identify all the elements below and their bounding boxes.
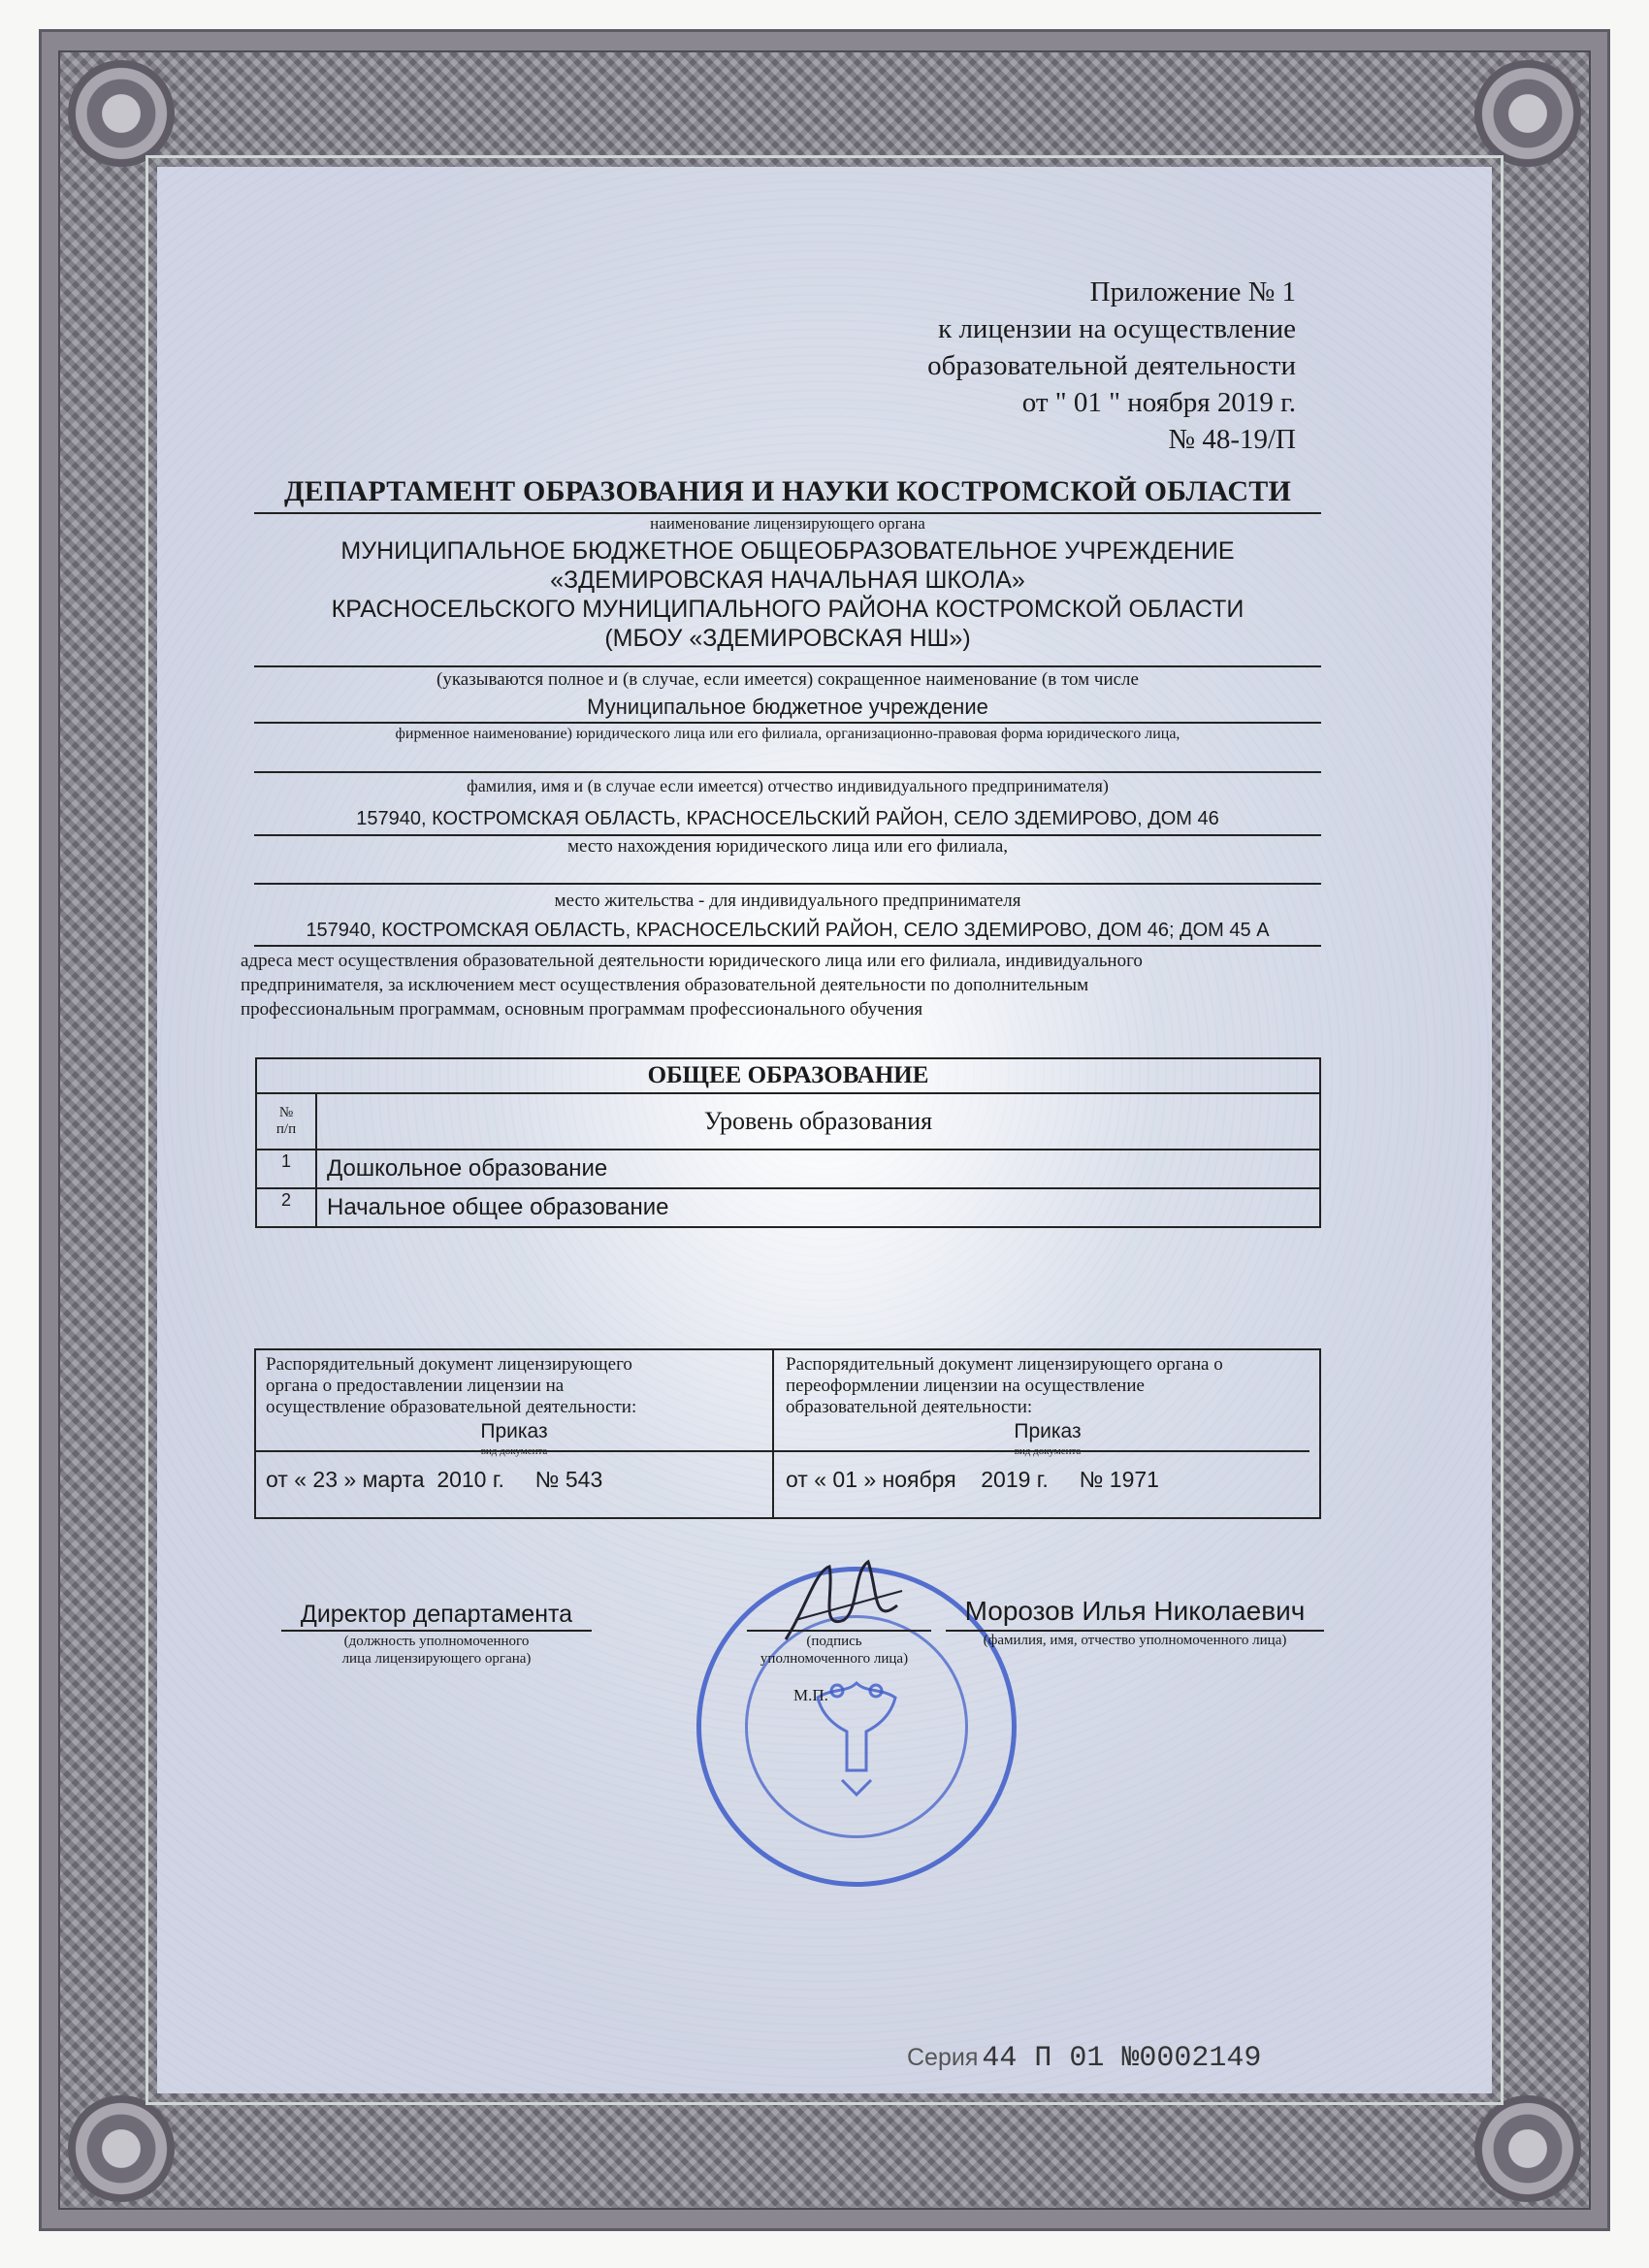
education-table: [255, 1057, 1321, 1228]
appendix-header: [714, 274, 1296, 458]
underline: [254, 771, 1321, 773]
order-reissue: [786, 1350, 1310, 1517]
double-headed-eagle-icon: [793, 1664, 920, 1799]
order-number: № 1971: [1079, 1467, 1159, 1492]
signer-position: Директор департамента: [300, 1601, 573, 1628]
header-text: №: [278, 1105, 294, 1120]
caption-entrepreneur: фамилия, имя и (в случае если имеется) отчество индивидуального предпринимателя): [467, 776, 1109, 795]
underline: [281, 1630, 592, 1632]
date-prefix: от: [266, 1467, 288, 1492]
column-header-level: Уровень образования: [316, 1093, 1320, 1150]
activity-address: 157940, КОСТРОМСКАЯ ОБЛАСТЬ, КРАСНОСЕЛЬСКИЙ РАЙОН, СЕЛО ЗДЕМИРОВО, ДОМ 46; ДОМ 45 А: [306, 920, 1270, 941]
authority-name: ДЕПАРТАМЕНТ ОБРАЗОВАНИЯ И НАУКИ КОСТРОМСКОЙ ОБЛАСТИ: [283, 475, 1292, 507]
underline: [254, 945, 1321, 947]
location-address: 157940, КОСТРОМСКАЯ ОБЛАСТЬ, КРАСНОСЕЛЬСКИЙ РАЙОН, СЕЛО ЗДЕМИРОВО, ДОМ 46: [356, 808, 1219, 829]
table-title: ОБЩЕЕ ОБРАЗОВАНИЕ: [256, 1058, 1320, 1093]
row-number: 2: [256, 1188, 316, 1227]
date-month: марта: [362, 1467, 425, 1492]
caption-activity-addresses: [241, 949, 1321, 1021]
caption-full-name: (указываются полное и (в случае, если имеется) сокращенное наименование (в том числе: [436, 669, 1139, 690]
row-level: Начальное общее образование: [316, 1188, 1320, 1227]
date-prefix: от: [786, 1467, 808, 1492]
order-number: № 543: [534, 1467, 603, 1492]
caption-line: предпринимателя, за исключением мест осуществления образовательной деятельности по дополнительным: [241, 975, 1089, 995]
date-day: « 01 »: [814, 1467, 877, 1492]
form-series: [907, 2042, 1261, 2075]
order-doc-type: Приказ: [480, 1420, 548, 1442]
underline: [254, 883, 1321, 885]
order-text-line: Распорядительный документ лицензирующего: [266, 1354, 632, 1375]
order-grant: [266, 1350, 762, 1517]
organization-line: МУНИЦИПАЛЬНОЕ БЮДЖЕТНОЕ ОБЩЕОБРАЗОВАТЕЛЬНОЕ УЧРЕЖДЕНИЕ: [340, 537, 1235, 565]
caption-line: (подпись: [806, 1634, 862, 1649]
caption-location: место нахождения юридического лица или его филиала,: [566, 836, 1008, 857]
order-doc-type: Приказ: [1014, 1420, 1082, 1442]
date-month: ноября: [882, 1467, 956, 1492]
organization-name: [254, 536, 1321, 653]
orders-divider: [772, 1350, 774, 1517]
series-label: Серия: [907, 2044, 979, 2071]
underline: [946, 1630, 1324, 1632]
order-date: [786, 1467, 1310, 1493]
order-date: [266, 1467, 762, 1493]
row-level: Дошкольное образование: [316, 1150, 1320, 1188]
appendix-number: № 48-19/П: [1168, 424, 1296, 455]
position-caption: [281, 1633, 592, 1668]
authority-caption: наименование лицензирующего органа: [650, 514, 925, 533]
corner-ornament-icon: [68, 60, 175, 167]
caption-residence: место жительства - для индивидуального предпринимателя: [554, 891, 1021, 911]
table-row: [256, 1150, 1320, 1188]
appendix-title: Приложение № 1: [1089, 276, 1296, 308]
column-header-number: [256, 1093, 316, 1150]
row-number: 1: [256, 1150, 316, 1188]
underline: [256, 1450, 772, 1452]
corner-ornament-icon: [1474, 60, 1581, 167]
orders-block: [254, 1348, 1321, 1519]
appendix-date: от " 01 " ноября 2019 г.: [1021, 387, 1296, 418]
date-year: 2019 г.: [981, 1467, 1049, 1492]
caption-line: уполномоченного лица): [760, 1651, 909, 1667]
signer-name: Морозов Илья Николаевич: [964, 1596, 1306, 1626]
underline: [254, 722, 1321, 724]
signature-caption: [737, 1633, 931, 1668]
caption-line: профессиональным программам, основным программам профессионального обучения: [241, 999, 923, 1020]
order-text-line: осуществление образовательной деятельности:: [266, 1397, 637, 1417]
organization-line: КРАСНОСЕЛЬСКОГО МУНИЦИПАЛЬНОГО РАЙОНА КОСТРОМСКОЙ ОБЛАСТИ: [331, 596, 1245, 623]
date-day: « 23 »: [294, 1467, 357, 1492]
order-text-line: переоформлении лицензии на осуществление: [786, 1376, 1145, 1396]
caption-line: (должность уполномоченного: [343, 1634, 530, 1649]
legal-form: Муниципальное бюджетное учреждение: [587, 695, 988, 719]
appendix-line: к лицензии на осуществление: [938, 313, 1296, 344]
caption-firm-name: фирменное наименование) юридического лица или его филиала, организационно-правовая форма юридического лица,: [395, 726, 1180, 742]
organization-line: (МБОУ «ЗДЕМИРОВСКАЯ НШ»): [604, 625, 971, 652]
organization-line: «ЗДЕМИРОВСКАЯ НАЧАЛЬНАЯ ШКОЛА»: [550, 567, 1025, 594]
corner-ornament-icon: [1474, 2095, 1581, 2202]
underline: [747, 1630, 931, 1632]
table-row: [256, 1188, 1320, 1227]
caption-line: адреса мест осуществления образовательной деятельности юридического лица или его филиала, индивидуального: [241, 951, 1143, 971]
order-text-line: образовательной деятельности:: [786, 1397, 1033, 1417]
underline: [254, 665, 1321, 667]
order-text-line: органа о предоставлении лицензии на: [266, 1376, 565, 1396]
corner-ornament-icon: [68, 2095, 175, 2202]
appendix-line: образовательной деятельности: [927, 350, 1296, 381]
name-caption: (фамилия, имя, отчество уполномоченного лица): [983, 1633, 1287, 1648]
order-text-line: Распорядительный документ лицензирующего органа о: [786, 1354, 1223, 1375]
mp-label: М.П.: [793, 1686, 828, 1704]
date-year: 2010 г.: [436, 1467, 504, 1492]
caption-line: лица лицензирующего органа): [341, 1651, 532, 1667]
series-number: 44 П 01 №0002149: [982, 2042, 1262, 2075]
underline: [774, 1450, 1310, 1452]
header-text: п/п: [275, 1121, 297, 1137]
